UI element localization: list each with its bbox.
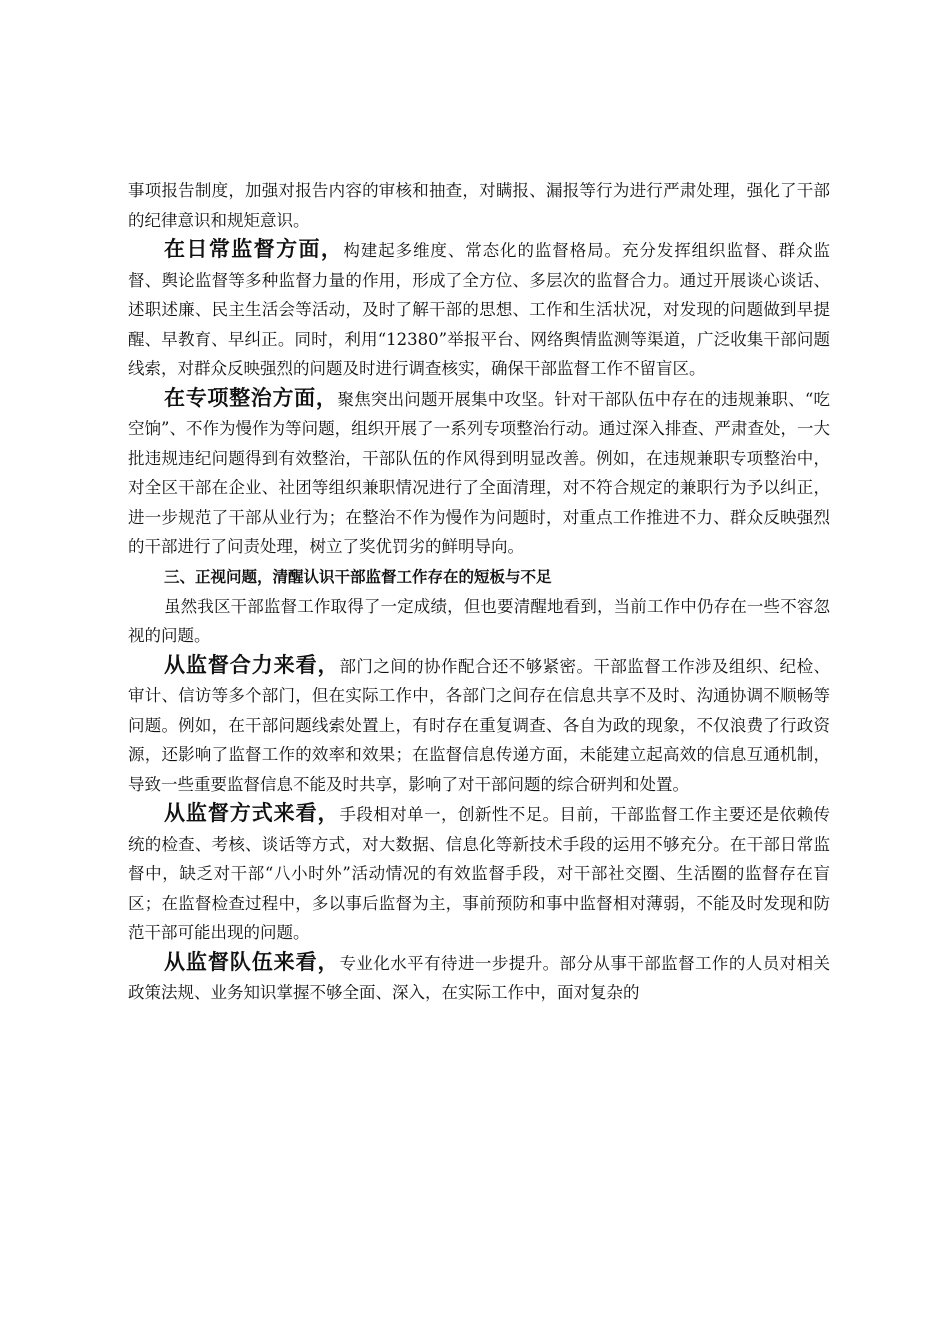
- paragraph-special-rectification: [128, 384, 830, 562]
- paragraph-daily-supervision: [128, 235, 830, 384]
- section-heading: 三、正视问题，清醒认识干部监督工作存在的短板与不足: [164, 567, 552, 586]
- paragraph-supervision-team: [128, 948, 830, 1008]
- paragraph-continuation: [128, 176, 830, 235]
- paragraph-problems-intro: [128, 592, 830, 651]
- paragraph-supervision-methods: [128, 799, 830, 948]
- paragraph-lead: 从监督方式来看，: [164, 801, 340, 825]
- paragraph-text: 手段相对单一，创新性不足。目前，干部监督工作主要还是依赖传统的检查、考核、谈话等方式，对大数据、信息化等新技术手段的运用不够充分。在干部日常监督中，缺乏对干部“八小时外”活动情况的有效监督手段，对干部社交圈、生活圈的监督存在盲区；在监督检查过程中，多以事后监督为主，事前预防和事中监督相对薄弱，不能及时发现和防范干部可能出现的问题。: [128, 805, 831, 942]
- paragraph-text: 事项报告制度，加强对报告内容的审核和抽查，对瞒报、漏报等行为进行严肃处理，强化了干部的纪律意识和规矩意识。: [128, 181, 830, 230]
- paragraph-supervision-synergy: [128, 651, 830, 800]
- paragraph-lead: 在日常监督方面，: [164, 237, 344, 261]
- paragraph-lead: 从监督队伍来看，: [164, 949, 340, 974]
- paragraph-lead: 在专项整治方面，: [164, 385, 338, 410]
- paragraph-lead: 从监督合力来看，: [164, 652, 340, 677]
- paragraph-text: 虽然我区干部监督工作取得了一定成绩，但也要清醒地看到，当前工作中仍存在一些不容忽视的问题。: [128, 596, 830, 645]
- paragraph-text: 构建起多维度、常态化的监督格局。充分发挥组织监督、群众监督、舆论监督等多种监督力量的作用，形成了全方位、多层次的监督合力。通过开展谈心谈话、述职述廉、民主生活会等活动，及时了解干部的思想、工作和生活状况，对发现的问题做到早提醒、早教育、早纠正。同时，利用“12380”举报平台、网络舆情监测等渠道，广泛收集干部问题线索，对群众反映强烈的问题及时进行调查核实，确保干部监督工作不留盲区。: [128, 241, 831, 378]
- paragraph-text: 聚焦突出问题开展集中攻坚。针对干部队伍中存在的违规兼职、“吃空饷”、不作为慢作为等问题，组织开展了一系列专项整治行动。通过深入排查、严肃查处，一大批违规违纪问题得到有效整治，干部队伍的作风得到明显改善。例如，在违规兼职专项整治中，对全区干部在企业、社团等组织兼职情况进行了全面清理，对不符合规定的兼职行为予以纠正，进一步规范了干部从业行为；在整治不作为慢作为问题时，对重点工作推进不力、群众反映强烈的干部进行了问责处理，树立了奖优罚劣的鲜明导向。: [128, 389, 831, 556]
- paragraph-text: 专业化水平有待进一步提升。部分从事干部监督工作的人员对相关政策法规、业务知识掌握不够全面、深入，在实际工作中，面对复杂的: [128, 953, 831, 1002]
- paragraph-text: 部门之间的协作配合还不够紧密。干部监督工作涉及组织、纪检、审计、信访等多个部门，但在实际工作中，各部门之间存在信息共享不及时、沟通协调不顺畅等问题。例如，在干部问题线索处置上，有时存在重复调查、各自为政的现象，不仅浪费了行政资源，还影响了监督工作的效率和效果；在监督信息传递方面，未能建立起高效的信息互通机制，导致一些重要监督信息不能及时共享，影响了对干部问题的综合研判和处置。: [128, 656, 831, 794]
- document-page: [128, 176, 830, 1008]
